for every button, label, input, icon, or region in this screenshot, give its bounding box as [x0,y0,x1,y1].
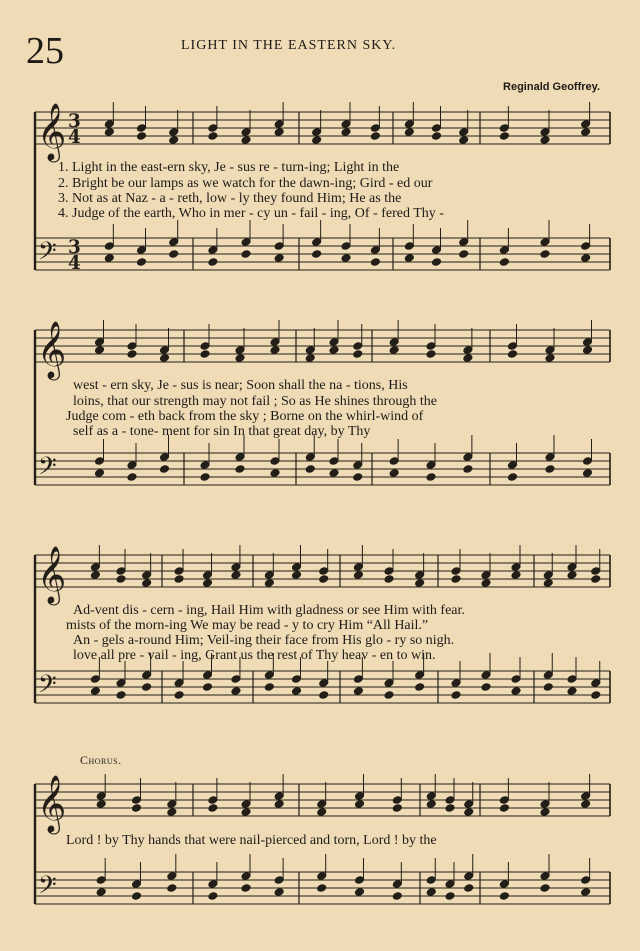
notehead [231,675,241,684]
notehead [241,128,251,137]
notehead [370,132,380,141]
bass-clef-icon: 𝄢 [38,236,57,271]
notehead [274,792,284,801]
notehead [203,671,213,680]
notehead [95,469,105,478]
chorus-label: Chorus. [80,753,122,767]
notehead [235,354,245,363]
notehead [540,808,550,817]
notehead [169,250,179,259]
lyric-line: 3. Not as at Naz - a - reth, low - ly they found Him; He as the [58,191,402,206]
notehead [208,246,218,255]
notehead [142,671,152,680]
notehead [241,808,251,817]
notehead [208,258,218,267]
notehead [511,675,521,684]
notehead [404,128,414,137]
notehead [292,675,302,684]
notehead [241,238,251,247]
notehead [235,346,245,355]
notehead [355,876,365,885]
notehead [116,567,126,576]
notehead [96,888,106,897]
notehead [235,465,245,474]
notehead [353,473,363,482]
time-signature: 4 [68,127,81,148]
notehead [499,796,509,805]
notehead [96,876,106,885]
notehead [142,579,152,588]
notehead [305,453,315,462]
notehead [208,880,218,889]
notehead [200,473,210,482]
notehead [389,346,399,355]
notehead [545,453,555,462]
notehead [137,258,147,267]
notehead [355,888,365,897]
notehead [415,579,425,588]
notehead [127,473,137,482]
notehead [567,687,577,696]
lyric-line: 1. Light in the east-ern sky, Je - sus re - turn-ing; Light in the [58,160,400,175]
notehead [463,465,473,474]
notehead [167,808,177,817]
notehead [583,469,593,478]
notehead [241,136,251,145]
notehead [415,571,425,580]
lyric-line: Judge com - eth back from the sky ; Borne on the whirl-wind of [66,409,424,424]
notehead [270,346,280,355]
notehead [591,679,601,688]
notehead [540,872,550,881]
notehead [581,800,591,809]
notehead [116,679,126,688]
notehead [319,575,329,584]
notehead [274,242,284,251]
notehead [499,892,509,901]
lyric-line: Ad-vent dis - cern - ing, Hail Him with gladness or see Him with fear. [73,603,465,618]
notehead [208,124,218,133]
notehead [545,465,555,474]
notehead [451,691,461,700]
lyric-line: Lord ! by Thy hands that were nail-pierced and torn, Lord ! by the [66,833,437,848]
notehead [426,461,436,470]
notehead [463,453,473,462]
notehead [508,350,518,359]
notehead [415,683,425,692]
notehead [583,346,593,355]
notehead [274,876,284,885]
notehead [137,132,147,141]
notehead [545,354,555,363]
notehead [270,338,280,347]
notehead [508,473,518,482]
notehead [169,136,179,145]
notehead [95,338,105,347]
notehead [96,792,106,801]
notehead [329,346,339,355]
notehead [543,579,553,588]
notehead [353,675,363,684]
notehead [499,880,509,889]
notehead [317,884,327,893]
notehead [432,258,442,267]
notehead [426,473,436,482]
notehead [415,671,425,680]
notehead [540,250,550,259]
notehead [370,124,380,133]
notehead [104,120,114,129]
notehead [317,800,327,809]
notehead [274,800,284,809]
notehead [274,254,284,263]
notehead [132,796,142,805]
notehead [319,679,329,688]
notehead [312,136,322,145]
notehead [353,563,363,572]
notehead [543,671,553,680]
notehead [567,675,577,684]
notehead [127,461,137,470]
notehead [132,880,142,889]
notehead [445,804,455,813]
notehead [292,687,302,696]
notehead [389,457,399,466]
notehead [200,350,210,359]
notehead [540,884,550,893]
notehead [241,872,251,881]
notehead [426,876,436,885]
notehead [567,563,577,572]
lyric-line: love all pre - vail - ing, Grant us the rest of Thy heav - en to win. [73,648,436,663]
notehead [499,124,509,133]
notehead [174,691,184,700]
notehead [591,691,601,700]
notehead [540,238,550,247]
notehead [312,250,322,259]
notehead [203,579,213,588]
notehead [384,575,394,584]
notehead [499,246,509,255]
time-signature: 4 [68,253,81,274]
notehead [167,800,177,809]
notehead [329,338,339,347]
notehead [540,136,550,145]
lyric-line: An - gels a-round Him; Veil-ing their face from His glo - ry so nigh. [73,633,455,648]
notehead [481,579,491,588]
notehead [451,679,461,688]
notehead [464,872,474,881]
notehead [426,350,436,359]
notehead [274,888,284,897]
notehead [200,461,210,470]
notehead [167,872,177,881]
notehead [116,691,126,700]
notehead [264,579,274,588]
notehead [305,346,315,355]
notehead [160,453,170,462]
notehead [90,571,100,580]
notehead [95,346,105,355]
notehead [426,800,436,809]
notehead [132,892,142,901]
hymn-number: 25 [26,30,64,72]
notehead [384,567,394,576]
notehead [384,691,394,700]
notehead [353,571,363,580]
bass-clef-icon: 𝄢 [38,870,57,905]
notehead [353,350,363,359]
bass-clef-icon: 𝄢 [38,669,57,704]
notehead [591,567,601,576]
lyric-line: mists of the morn-ing We may be read - y to cry Him “All Hail.” [66,618,429,633]
notehead [581,876,591,885]
lyric-line: loins, that our strength may not fail ; So as He shines through the [73,394,437,409]
notehead [508,342,518,351]
notehead [174,679,184,688]
notehead [581,254,591,263]
notehead [508,461,518,470]
notehead [169,238,179,247]
notehead [241,250,251,259]
notehead [545,346,555,355]
notehead [174,567,184,576]
notehead [389,338,399,347]
notehead [581,888,591,897]
notehead [426,888,436,897]
notehead [370,246,380,255]
notehead [459,136,469,145]
notehead [341,254,351,263]
notehead [312,238,322,247]
notehead [463,346,473,355]
notehead [208,132,218,141]
notehead [540,800,550,809]
notehead [132,804,142,813]
treble-clef-icon: 𝄞 [37,320,67,378]
notehead [264,671,274,680]
bass-clef-icon: 𝄢 [38,451,57,486]
notehead [317,872,327,881]
notehead [499,258,509,267]
notehead [274,120,284,129]
notehead [392,880,402,889]
notehead [543,571,553,580]
notehead [270,457,280,466]
notehead [432,132,442,141]
notehead [591,575,601,584]
notehead [432,246,442,255]
lyric-line: 2. Bright be our lamps as we watch for the dawn-ing; Gird - ed our [58,176,433,191]
notehead [329,457,339,466]
notehead [116,575,126,584]
notehead [341,242,351,251]
notehead [581,128,591,137]
notehead [90,687,100,696]
notehead [481,671,491,680]
notehead [264,683,274,692]
lyric-line: self as a - tone- ment for sin In that great day, by Thy [73,424,371,439]
notehead [208,804,218,813]
notehead [404,242,414,251]
hymn-title: LIGHT IN THE EASTERN SKY. [181,38,397,53]
notehead [464,884,474,893]
notehead [137,246,147,255]
lyric-line: 4. Judge of the earth, Who in mer - cy un - fail - ing, Of - fered Thy - [58,206,444,221]
notehead [200,342,210,351]
notehead [581,792,591,801]
notehead [481,683,491,692]
notehead [404,120,414,129]
notehead [312,128,322,137]
notehead [174,575,184,584]
notehead [341,120,351,129]
notehead [499,804,509,813]
notehead [208,796,218,805]
notehead [235,453,245,462]
notehead [96,800,106,809]
composer-credit: Reginald Geoffrey. [503,81,600,93]
notehead [305,465,315,474]
notehead [104,254,114,263]
notehead [305,354,315,363]
notehead [583,338,593,347]
notehead [160,354,170,363]
notehead [142,683,152,692]
notehead [353,461,363,470]
notehead [459,128,469,137]
notehead [264,571,274,580]
notehead [127,350,137,359]
notehead [426,342,436,351]
notehead [581,242,591,251]
notehead [142,571,152,580]
notehead [451,575,461,584]
notehead [511,571,521,580]
notehead [459,238,469,247]
notehead [231,571,241,580]
notehead [353,687,363,696]
notehead [511,563,521,572]
notehead [389,469,399,478]
notehead [463,354,473,363]
notehead [499,132,509,141]
notehead [208,892,218,901]
notehead [319,691,329,700]
notehead [445,796,455,805]
notehead [241,800,251,809]
notehead [319,567,329,576]
notehead [329,469,339,478]
notehead [241,884,251,893]
lyric-line: west - ern sky, Je - sus is near; Soon shall the na - tions, His [73,378,408,393]
notehead [384,679,394,688]
notehead [464,800,474,809]
notehead [231,687,241,696]
notehead [317,808,327,817]
notehead [511,687,521,696]
notehead [203,571,213,580]
notehead [167,884,177,893]
notehead [404,254,414,263]
notehead [481,571,491,580]
notehead [459,250,469,259]
notehead [90,675,100,684]
notehead [370,258,380,267]
notehead [543,683,553,692]
notehead [104,128,114,137]
notehead [392,796,402,805]
notehead [160,346,170,355]
time-signature: 3 [68,237,81,258]
notehead [540,128,550,137]
notehead [231,563,241,572]
notehead [355,800,365,809]
notehead [581,120,591,129]
notehead [292,571,302,580]
notehead [583,457,593,466]
notehead [341,128,351,137]
notehead [90,563,100,572]
notehead [203,683,213,692]
notehead [274,128,284,137]
notehead [451,567,461,576]
notehead [169,128,179,137]
notehead [355,792,365,801]
notehead [445,892,455,901]
notehead [127,342,137,351]
notehead [95,457,105,466]
treble-clef-icon: 𝄞 [37,545,67,603]
treble-clef-icon: 𝄞 [37,774,67,832]
notehead [426,792,436,801]
notehead [137,124,147,133]
notehead [392,804,402,813]
notehead [353,342,363,351]
time-signature: 3 [68,111,81,132]
notehead [392,892,402,901]
notehead [104,242,114,251]
notehead [445,880,455,889]
notehead [292,563,302,572]
notehead [432,124,442,133]
notehead [464,808,474,817]
notehead [270,469,280,478]
notehead [160,465,170,474]
notehead [567,571,577,580]
treble-clef-icon: 𝄞 [37,102,67,160]
